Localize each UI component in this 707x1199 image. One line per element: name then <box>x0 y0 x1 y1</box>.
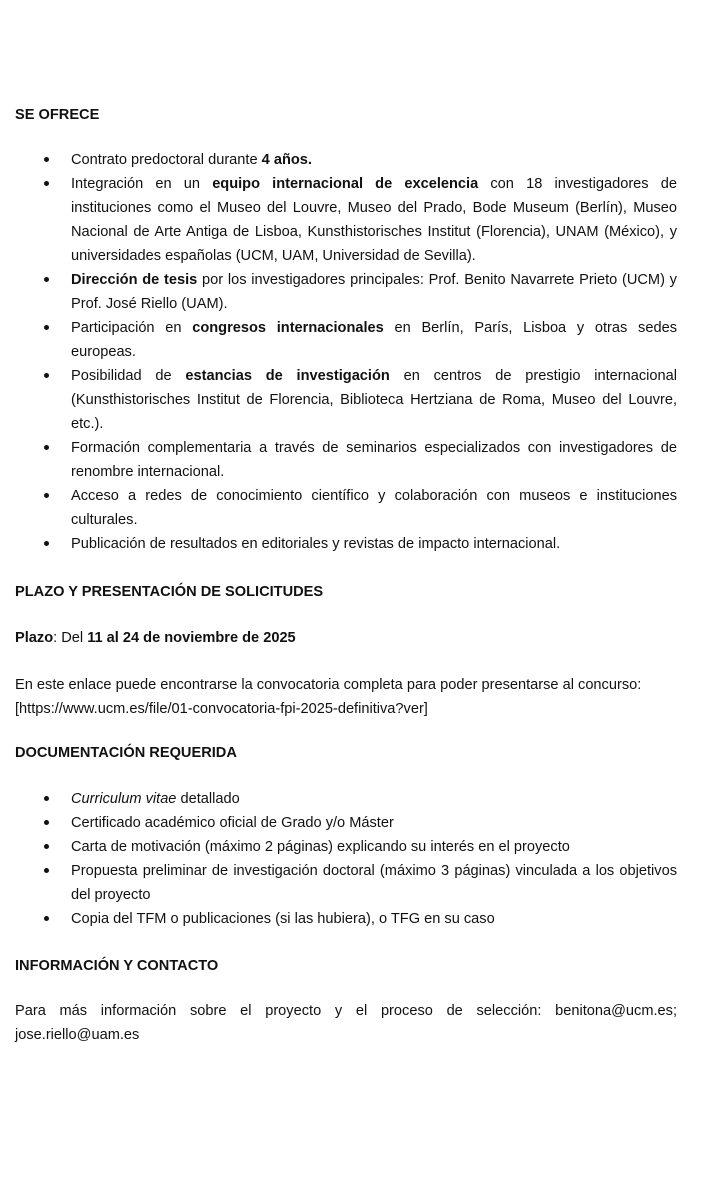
convocatoria-paragraph <box>15 673 677 721</box>
list-item: Curriculum vitae detallado <box>0 787 677 811</box>
list-item: Certificado académico oficial de Grado y/o Máster <box>0 811 677 835</box>
list-item: Formación complementaria a través de seminarios especializados con investigadores de renombre internacional. <box>0 436 677 484</box>
convocatoria-intro: En este enlace puede encontrarse la convocatoria completa para poder presentarse al concurso: <box>15 677 642 693</box>
deadline-line: Plazo: Del 11 al 24 de noviembre de 2025 <box>15 630 296 646</box>
list-item: Publicación de resultados en editoriales y revistas de impacto internacional. <box>0 532 677 556</box>
section-title-docs: DOCUMENTACIÓN REQUERIDA <box>15 745 237 761</box>
offer-list <box>0 148 707 556</box>
list-item: Propuesta preliminar de investigación doctoral (máximo 3 páginas) vinculada a los objetivos del proyecto <box>0 859 677 907</box>
list-item: Integración en un equipo internacional de excelencia con 18 investigadores de instituciones como el Museo del Louvre, Museo del Prado, Bode Museum (Berlín), Museo Nacional de Arte Antiga de Lisboa, Kunsthistorisches Institut (Florencia), UNAM (México), y universidades españolas (UCM, UAM, Universidad de Sevilla). <box>0 172 677 268</box>
contact-paragraph: Para más información sobre el proyecto y el proceso de selección: benitona@ucm.es; jose.riello@uam.es <box>15 1003 677 1043</box>
list-item: Posibilidad de estancias de investigación en centros de prestigio internacional (Kunsthistorisches Institut de Florencia, Biblioteca Hertziana de Roma, Museo del Louvre, etc.). <box>0 364 677 436</box>
list-item: Contrato predoctoral durante 4 años. <box>0 148 677 172</box>
section-title-offer: SE OFRECE <box>15 107 100 123</box>
list-item: Acceso a redes de conocimiento científico y colaboración con museos e instituciones culturales. <box>0 484 677 532</box>
deadline-dates: 11 al 24 de noviembre de 2025 <box>87 630 296 646</box>
list-item: Participación en congresos internacionales en Berlín, París, Lisboa y otras sedes europeas. <box>0 316 677 364</box>
list-item: Carta de motivación (máximo 2 páginas) explicando su interés en el proyecto <box>0 835 677 859</box>
docs-list <box>0 787 707 931</box>
convocatoria-link[interactable]: [https://www.ucm.es/file/01-convocatoria-fpi-2025-definitiva?ver] <box>15 701 428 717</box>
section-title-deadline: PLAZO Y PRESENTACIÓN DE SOLICITUDES <box>15 584 324 600</box>
list-item: Dirección de tesis por los investigadores principales: Prof. Benito Navarrete Prieto (UCM) y Prof. José Riello (UAM). <box>0 268 677 316</box>
section-title-contact: INFORMACIÓN Y CONTACTO <box>15 958 219 974</box>
deadline-label: Plazo <box>15 630 54 646</box>
list-item: Copia del TFM o publicaciones (si las hubiera), o TFG en su caso <box>0 907 677 931</box>
